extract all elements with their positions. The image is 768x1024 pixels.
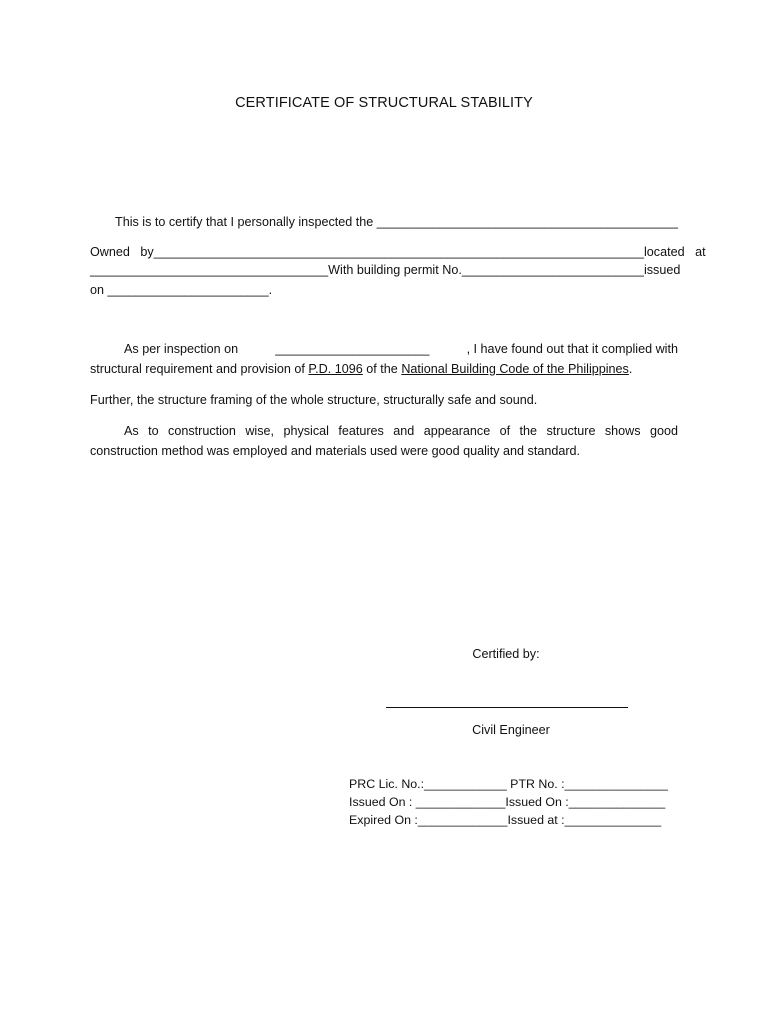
- paragraph-1-line-2: [90, 243, 706, 261]
- pd-1096-reference: P.D. 1096: [308, 362, 363, 376]
- civil-engineer-label: Civil Engineer: [472, 723, 550, 737]
- paragraph-1-line-3: [90, 261, 681, 279]
- building-code-reference: National Building Code of the Philippines: [401, 362, 629, 376]
- certified-by-label: Certified by:: [472, 647, 540, 661]
- paragraph-1-line-4: on _______________________.: [90, 283, 273, 297]
- signature-line: [386, 707, 628, 708]
- provision-text: structural requirement and provision of: [90, 362, 309, 376]
- permit-blank: __________________________: [461, 263, 644, 277]
- prc-ptr-row: PRC Lic. No.:____________ PTR No. :_______________: [349, 777, 668, 791]
- paragraph-1-line-1: This is to certify that I personally inspected the ___________________________________________: [115, 215, 678, 229]
- issued-on-row: Issued On : _____________Issued On :______________: [349, 795, 666, 809]
- document-title: CERTIFICATE OF STRUCTURAL STABILITY: [235, 95, 533, 111]
- expired-on-row: Expired On :_____________Issued at :______________: [349, 813, 662, 827]
- located-at-label: located at: [644, 245, 706, 259]
- paragraph-2-line-2: [90, 360, 678, 378]
- of-the-text: of the: [362, 362, 402, 376]
- inspection-on-label: As per inspection on: [124, 342, 239, 356]
- permit-label: With building permit No.: [328, 263, 462, 277]
- issued-label: issued: [643, 263, 681, 277]
- inspection-date-blank: ______________________: [275, 342, 430, 356]
- paragraph-3: Further, the structure framing of the whole structure, structurally safe and sound.: [90, 393, 538, 407]
- location-blank: __________________________________: [90, 263, 329, 277]
- paragraph-4-line-1: As to construction wise, physical features and appearance of the structure shows good: [124, 424, 678, 438]
- period: .: [628, 362, 633, 376]
- owner-blank: ______________________________________________________________________: [153, 245, 644, 259]
- complied-text: , I have found out that it complied with: [466, 342, 678, 356]
- paragraph-4-line-2: construction method was employed and materials used were good quality and standard.: [90, 444, 581, 458]
- paragraph-2-line-1: [124, 340, 678, 358]
- owned-by-label: Owned by: [90, 245, 154, 259]
